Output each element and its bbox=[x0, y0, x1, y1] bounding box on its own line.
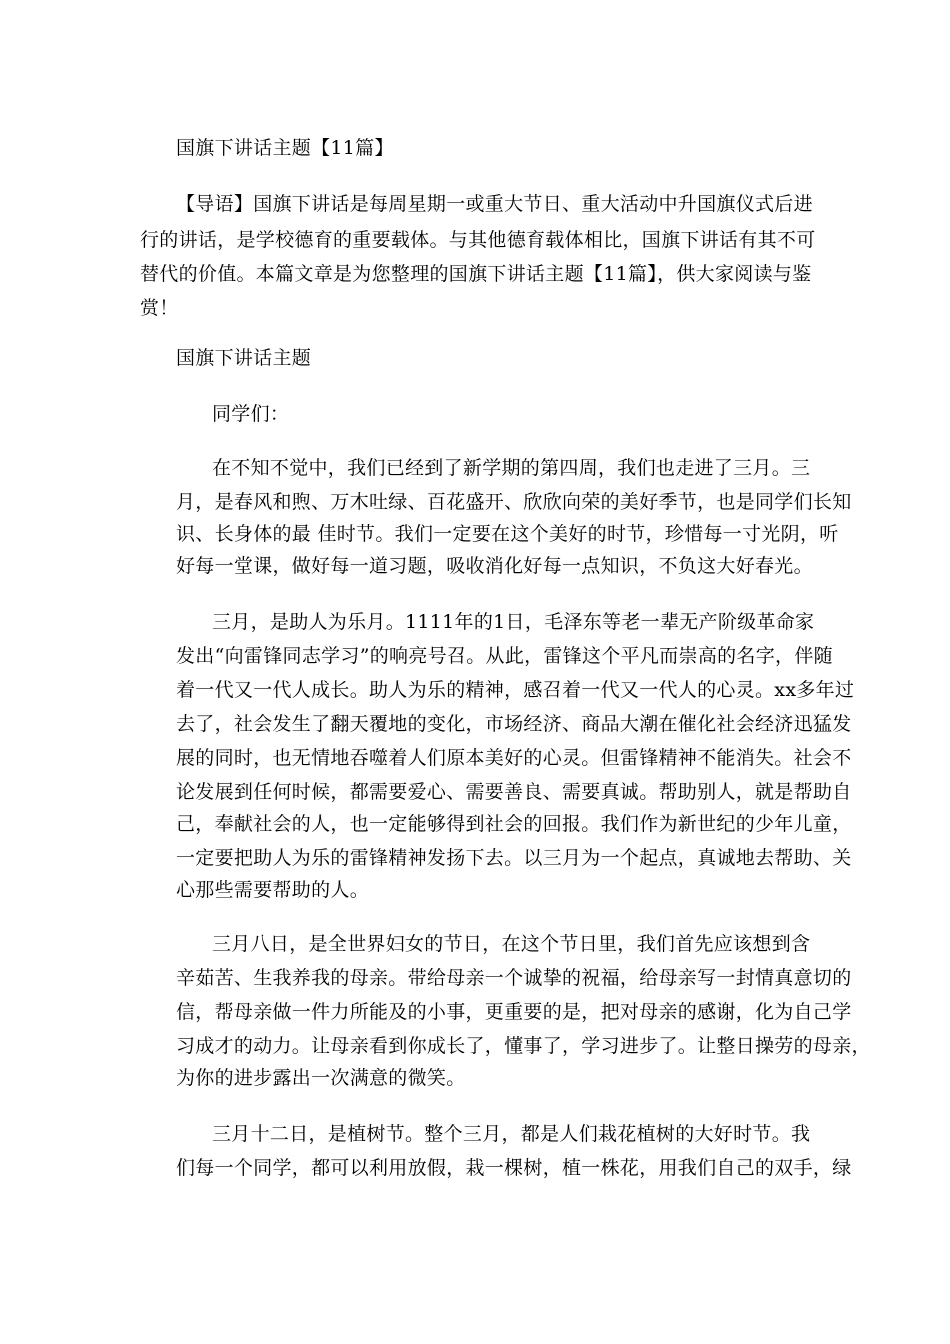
section-heading: 国旗下讲话主题 bbox=[176, 347, 312, 369]
paragraph-1-line-2: 月，是春风和煦、万木吐绿、百花盛开、欣欣向荣的美好季节，也是同学们长知 bbox=[176, 491, 852, 513]
paragraph-2-line-6: 论发展到任何时候，都需要爱心、需要善良、需要真诚。帮助别人，就是帮助自 bbox=[176, 781, 852, 803]
paragraph-2-line-5: 展的同时，也无情地吞噬着人们原本美好的心灵。但雷锋精神不能消失。社会不 bbox=[176, 747, 852, 769]
document-title: 国旗下讲话主题【11篇】 bbox=[176, 137, 394, 159]
intro-line-4: 赏！ bbox=[140, 297, 179, 319]
paragraph-2-line-3: 着一代又一代人成长。助人为乐的精神，感召着一代又一代人的心灵。xx多年过 bbox=[176, 679, 855, 701]
intro-line-1: 【导语】国旗下讲话是每周星期一或重大节日、重大活动中升国旗仪式后进 bbox=[176, 193, 813, 215]
paragraph-1-line-1: 在不知不觉中，我们已经到了新学期的第四周，我们也走进了三月。三 bbox=[212, 457, 811, 479]
paragraph-3-line-3: 信，帮母亲做一件力所能及的小事，更重要的是，把对母亲的感谢，化为自己学 bbox=[176, 1001, 852, 1023]
paragraph-2-line-8: 一定要把助人为乐的雷锋精神发扬下去。以三月为一个起点，真诚地去帮助、关 bbox=[176, 847, 852, 869]
paragraph-2-line-1: 三月，是助人为乐月。1111年的1日，毛泽东等老一辈无产阶级革命家 bbox=[212, 611, 815, 633]
paragraph-2-line-7: 己，奉献社会的人，也一定能够得到社会的回报。我们作为新世纪的少年儿童， bbox=[176, 813, 852, 835]
paragraph-1-line-3: 识、长身体的最 佳时节。我们一定要在这个美好的时节，珍惜每一寸光阴，听 bbox=[176, 523, 839, 545]
intro-line-3: 替代的价值。本篇文章是为您整理的国旗下讲话主题【11篇】，供大家阅读与鉴 bbox=[140, 263, 812, 285]
paragraph-1-line-4: 好每一堂课，做好每一道习题，吸收消化好每一点知识，不负这大好春光。 bbox=[176, 555, 813, 577]
paragraph-4-line-1: 三月十二日，是植树节。整个三月，都是人们栽花植树的大好时节。我 bbox=[212, 1123, 811, 1145]
paragraph-3-line-5: 为你的进步露出一次满意的微笑。 bbox=[176, 1067, 466, 1089]
intro-line-2: 行的讲话，是学校德育的重要载体。与其他德育载体相比，国旗下讲话有其不可 bbox=[140, 229, 816, 251]
salutation: 同学们： bbox=[212, 403, 290, 425]
paragraph-2-line-2: 发出“向雷锋同志学习”的响亮号召。从此，雷锋这个平凡而崇高的名字，伴随 bbox=[176, 645, 833, 667]
paragraph-3-line-1: 三月八日，是全世界妇女的节日，在这个节日里，我们首先应该想到含 bbox=[212, 933, 811, 955]
paragraph-2-line-9: 心那些需要帮助的人。 bbox=[176, 879, 370, 901]
paragraph-2-line-4: 去了，社会发生了翻天覆地的变化，市场经济、商品大潮在催化社会经济迅猛发 bbox=[176, 713, 852, 735]
paragraph-4-line-2: 们每一个同学，都可以利用放假，栽一棵树，植一株花，用我们自己的双手，绿 bbox=[176, 1157, 852, 1179]
paragraph-3-line-4: 习成才的动力。让母亲看到你成长了，懂事了，学习进步了。让整日操劳的母亲， bbox=[176, 1035, 871, 1057]
paragraph-3-line-2: 辛茹苦、生我养我的母亲。带给母亲一个诚挚的祝福，给母亲写一封情真意切的 bbox=[176, 967, 852, 989]
